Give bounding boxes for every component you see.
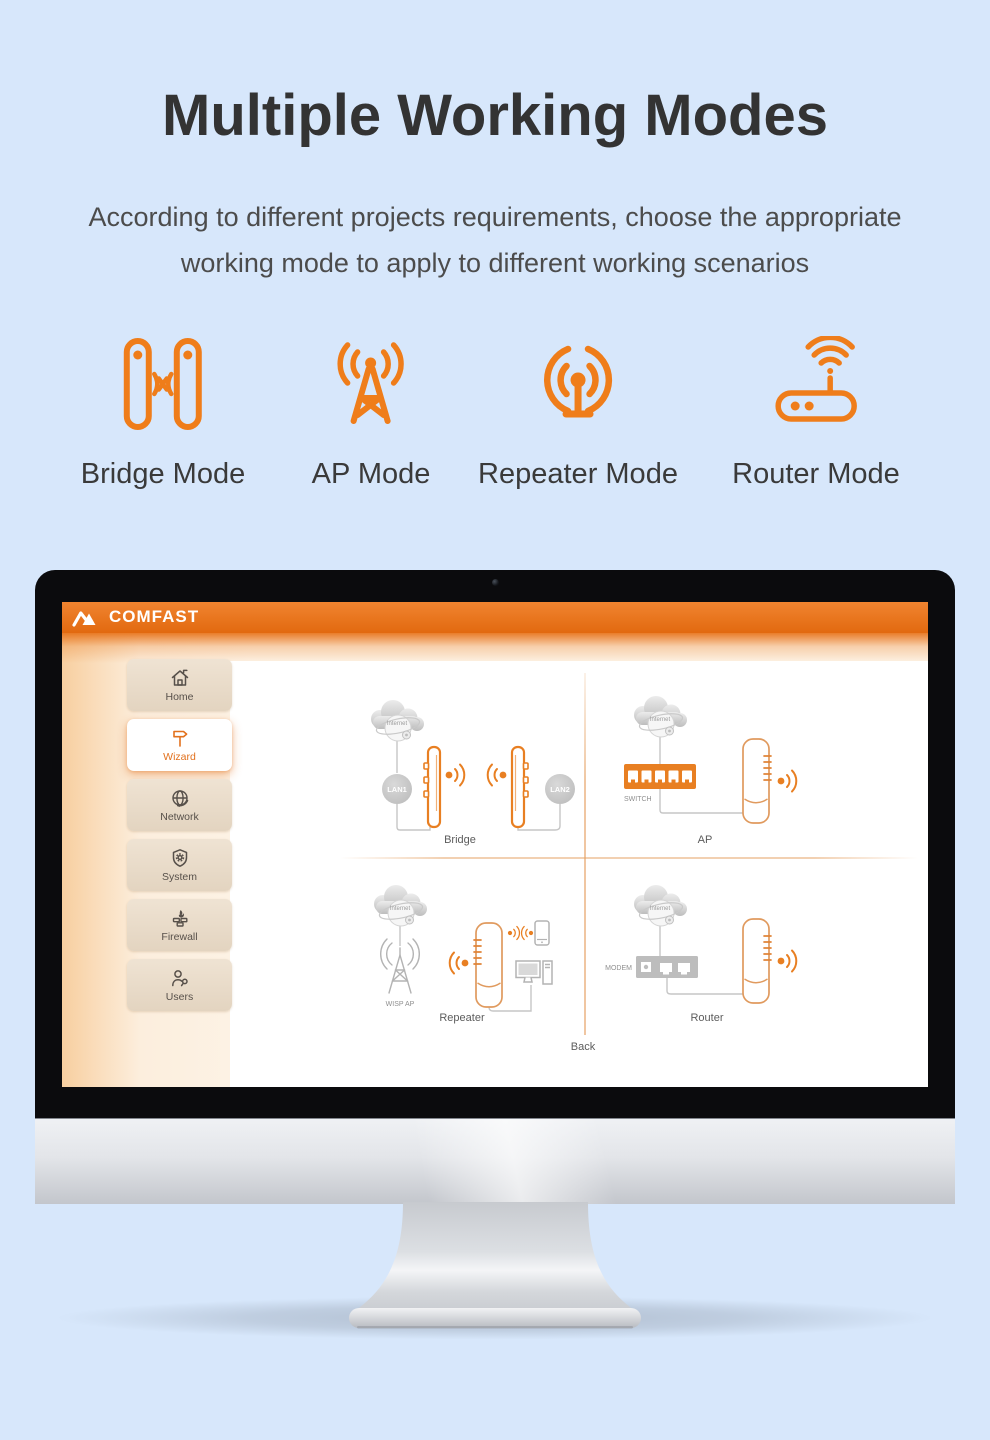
bridge-label: Bridge	[444, 834, 476, 846]
signal-right	[778, 771, 797, 792]
user-wrench-icon	[169, 967, 191, 989]
sidebar-item-label: Wizard	[163, 751, 196, 763]
mode-label: AP Mode	[311, 458, 431, 490]
monitor-frame	[35, 570, 955, 1118]
cloud-label: Internet	[649, 717, 671, 723]
cpe-device-left	[424, 747, 440, 827]
diagram-router[interactable]	[605, 885, 796, 1024]
stand-base	[349, 1308, 641, 1328]
home-icon	[169, 667, 191, 689]
sidebar-item-home[interactable]	[127, 659, 232, 711]
monitor-chin	[35, 1118, 955, 1204]
desktop-pc	[516, 961, 552, 984]
sidebar	[127, 659, 232, 1019]
switch-label: SWITCH	[624, 796, 652, 803]
page-title: Multiple Working Modes	[162, 83, 828, 148]
lan2-label: LAN2	[550, 785, 570, 794]
switch-device	[624, 764, 696, 789]
mode-ap	[312, 336, 431, 491]
globe-icon	[169, 787, 191, 809]
back-button[interactable]: Back	[570, 1041, 596, 1053]
page-subtitle	[0, 194, 990, 286]
webcam-icon	[492, 579, 499, 586]
cpe-device-right	[512, 747, 528, 827]
sidebar-item-firewall[interactable]	[127, 899, 232, 951]
signal-from-phone	[522, 926, 534, 939]
monitor-stand	[335, 1202, 655, 1339]
diagram-bridge[interactable]	[371, 700, 575, 846]
sidebar-item-label: Home	[165, 691, 194, 703]
firewall-bricks-icon	[169, 907, 191, 929]
wisp-ap-label: WISP AP	[385, 1001, 415, 1008]
repeater-label: Repeater	[439, 1012, 485, 1024]
topbar	[62, 602, 928, 633]
screen-body	[62, 633, 928, 1087]
diagram-ap[interactable]	[624, 696, 796, 846]
antenna-tower-icon	[323, 336, 419, 432]
stand-neck	[353, 1202, 637, 1312]
ap-label: AP	[697, 834, 713, 846]
router-label: Router	[690, 1012, 724, 1024]
cloud-label: Internet	[389, 906, 411, 912]
cpe-device	[743, 919, 771, 1003]
wifi-router-icon	[768, 336, 864, 432]
sidebar-item-users[interactable]	[127, 959, 232, 1011]
mode-label: Router Mode	[732, 458, 900, 490]
sidebar-item-system[interactable]	[127, 839, 232, 891]
broadcast-icon	[530, 336, 626, 432]
smartphone	[535, 921, 549, 945]
sidebar-item-label: Firewall	[161, 931, 198, 943]
signal-left	[488, 765, 507, 786]
sidebar-item-wizard[interactable]	[127, 719, 232, 771]
mode-bridge	[81, 336, 245, 491]
sidebar-item-label: Users	[165, 991, 194, 1003]
sidebar-item-network[interactable]	[127, 779, 232, 831]
cpe-device	[743, 739, 771, 823]
modem-device	[636, 956, 698, 978]
mode-label: Repeater Mode	[478, 458, 678, 490]
comfast-logo-icon	[72, 609, 102, 627]
signal-right	[778, 951, 797, 972]
cloud-label: Internet	[386, 721, 408, 727]
shield-gear-icon	[169, 847, 191, 869]
subtitle-line-1: According to different projects requirements, choose the appropriate	[88, 202, 902, 232]
brand-text: COMFAST	[109, 607, 200, 626]
cloud-label: Internet	[649, 906, 671, 912]
subtitle-line-2: working mode to apply to different working scenarios	[180, 248, 810, 278]
bridge-devices-icon	[115, 336, 211, 432]
signal-to-phone	[508, 926, 520, 939]
sidebar-item-label: Network	[160, 811, 199, 823]
mode-router	[732, 336, 900, 491]
diagram-repeater[interactable]	[374, 885, 552, 1024]
mode-label: Bridge Mode	[80, 458, 246, 490]
signpost-icon	[169, 727, 191, 749]
cpe-device	[474, 923, 502, 1007]
wisp-antenna-tower	[381, 939, 420, 993]
signal-left	[450, 953, 469, 974]
mode-row	[0, 336, 990, 496]
signal-right	[446, 765, 465, 786]
main-panel	[230, 661, 928, 1087]
lan1-label: LAN1	[387, 785, 407, 794]
modem-label: MODEM	[605, 965, 632, 972]
sidebar-item-label: System	[161, 871, 197, 883]
screen	[62, 602, 928, 1087]
mode-repeater	[478, 336, 678, 491]
